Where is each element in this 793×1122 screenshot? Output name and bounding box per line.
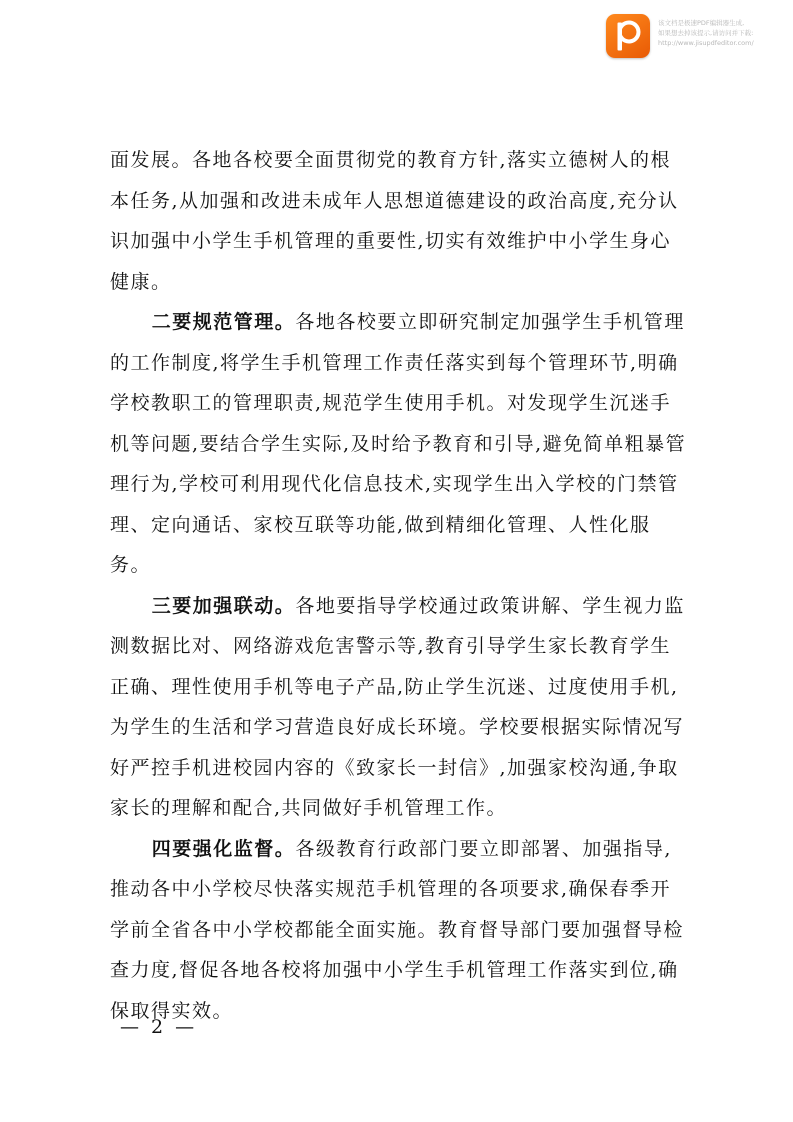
paragraph-text: 各级教育行政部门要立即部署、加强指导,推动各中小学校尽快落实规范手机管理的各项要求,确保春季开学前全省各中小学校都能全面实施。教育督导部门要加强督导检查力度,督促各地各校将加强中小学生手机管理工作落实到位,确保取得实效。	[110, 837, 685, 1022]
paragraph-text: 各地各校要立即研究制定加强学生手机管理的工作制度,将学生手机管理工作责任落实到每个管理环节,明确学校教职工的管理职责,规范学生使用手机。对发现学生沉迷手机等问题,要结合学生实际,及时给予教育和引导,避免简单粗暴管理行为,学校可利用现代化信息技术,实现学生出入学校的门禁管理、定向通话、家校互联等功能,做到精细化管理、人性化服务。	[110, 311, 687, 576]
editor-watermark	[606, 14, 754, 58]
paragraph-heading: 三要加强联动。	[151, 594, 296, 617]
watermark-line: 该文档是极速PDF编辑器生成,	[658, 19, 745, 27]
watermark-url: http://www.jisupdfeditor.com/	[658, 39, 754, 47]
paragraph-strengthen-linkage	[110, 586, 690, 829]
watermark-text	[658, 18, 754, 48]
watermark-line: 如果想去掉该提示,请访问并下载:	[658, 29, 754, 37]
pdf-logo-icon	[606, 14, 650, 58]
paragraph-text: 各地要指导学校通过政策讲解、学生视力监测数据比对、网络游戏危害警示等,教育引导学生家长教育学生正确、理性使用手机等电子产品,防止学生沉迷、过度使用手机,为学生的生活和学习营造良好成长环境。学校要根据实际情况写好严控手机进校园内容的《致家长一封信》,加强家校沟通,争取家长的理解和配合,共同做好手机管理工作。	[110, 594, 685, 819]
paragraph-standardize-management	[110, 302, 690, 586]
paragraph-continuation	[110, 140, 690, 302]
paragraph-heading: 二要规范管理。	[151, 311, 296, 333]
page-number: — 2 —	[120, 1016, 198, 1038]
paragraph-heading: 四要强化监督。	[151, 837, 296, 860]
paragraph-strengthen-supervision	[110, 829, 690, 1032]
document-body	[110, 140, 690, 1031]
paragraph-text: 面发展。各地各校要全面贯彻党的教育方针,落实立德树人的根本任务,从加强和改进未成年人思想道德建设的政治高度,充分认识加强中小学生手机管理的重要性,切实有效维护中小学生身心健康。	[110, 149, 679, 293]
